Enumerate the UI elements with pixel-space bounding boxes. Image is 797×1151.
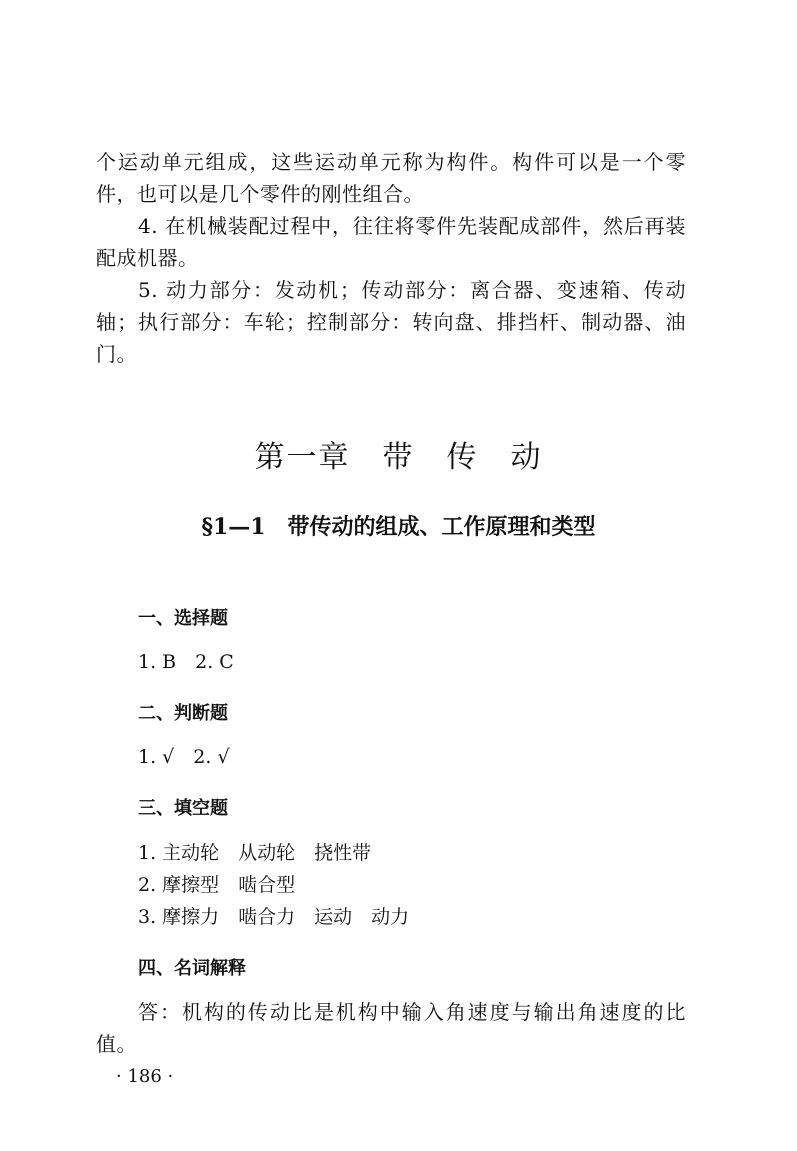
fill-question-heading: 三、填空题 — [138, 798, 228, 819]
fill-answer-line-2: 2. 摩擦型 啮合型 — [138, 874, 296, 896]
term-answer: 答：机构的传动比是机构中输入角速度与输出角速度的比值。 — [96, 1000, 686, 1056]
term-question-heading: 四、名词解释 — [138, 958, 246, 979]
answer-paragraph-4: 4. 在机械装配过程中，往往将零件先装配成部件，然后再装配成机器。 — [96, 214, 686, 270]
judge-answers: 1. √ 2. √ — [138, 746, 230, 768]
section-title: §1—1 带传动的组成、工作原理和类型 — [201, 514, 596, 540]
fill-answer-line-1: 1. 主动轮 从动轮 挠性带 — [138, 842, 372, 864]
continuation-paragraph: 个运动单元组成，这些运动单元称为构件。构件可以是一个零件，也可以是几个零件的刚性组合。 — [96, 150, 686, 206]
choice-answers: 1. B 2. C — [138, 651, 234, 673]
judge-question-heading: 二、判断题 — [138, 703, 228, 724]
fill-answer-line-3: 3. 摩擦力 啮合力 运动 动力 — [138, 906, 410, 928]
choice-question-heading: 一、选择题 — [138, 608, 228, 629]
page-number: · 186 · — [116, 1066, 174, 1087]
chapter-title: 第一章 带 传 动 — [254, 440, 543, 475]
answer-paragraph-5: 5. 动力部分：发动机；传动部分：离合器、变速箱、传动轴；执行部分：车轮；控制部分：转向盘、排挡杆、制动器、油门。 — [96, 278, 686, 366]
